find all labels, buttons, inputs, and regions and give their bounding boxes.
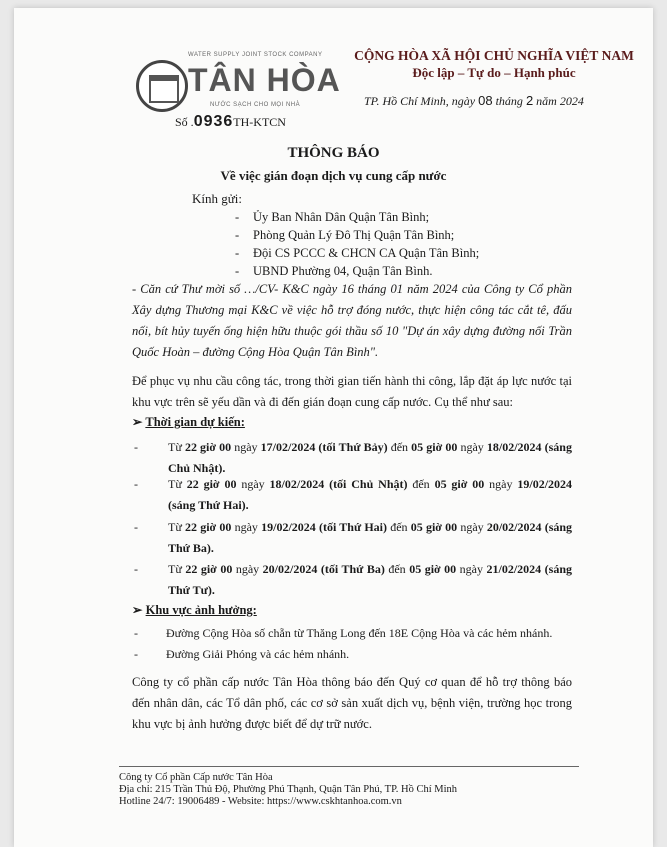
- logo-tagline-bottom: NƯỚC SẠCH CHO MỌI NHÀ: [210, 102, 301, 108]
- section-area-label: Khu vực ảnh hưởng:: [145, 603, 257, 617]
- footer-hotline: Hotline 24/7: 19006489 - Website: https://www.cskhtanhoa.com.vn: [119, 796, 402, 807]
- place-date: [364, 93, 614, 109]
- schedule-item: - Từ 22 giờ 00 ngày 17/02/2024 (tối Thứ Bảy) đến 05 giờ 00 ngày 18/02/2024 (sáng Chủ Nhật).: [134, 440, 572, 475]
- recipient-item: - UBND Phường 04, Quận Tân Bình.: [235, 262, 479, 280]
- logo-brand: TÂN HÒA: [188, 62, 341, 98]
- recipient-list: [235, 208, 479, 280]
- schedule-item: - Từ 22 giờ 00 ngày 20/02/2024 (tối Thứ Ba) đến 05 giờ 00 ngày 21/02/2024 (sáng Thứ Tư).: [134, 562, 573, 597]
- recipient-item: - Ủy Ban Nhân Dân Quận Tân Bình;: [235, 208, 479, 226]
- reference-number: [175, 113, 286, 131]
- section-area-heading: ➢ Khu vực ảnh hưởng:: [132, 603, 257, 617]
- document-page: [14, 8, 653, 847]
- section-schedule-heading: ➢ Thời gian dự kiến:: [132, 415, 245, 429]
- schedule-item: - Từ 22 giờ 00 ngày 18/02/2024 (tối Chủ Nhật) đến 05 giờ 00 ngày 19/02/2024 (sáng Thứ Hai).: [134, 477, 573, 512]
- schedule-item: - Từ 22 giờ 00 ngày 19/02/2024 (tối Thứ Hai) đến 05 giờ 00 ngày 20/02/2024 (sáng Thứ Ba).: [134, 520, 573, 555]
- date-month: 2: [525, 93, 534, 108]
- ref-prefix: Số .: [175, 115, 194, 129]
- kinh-gui-label: Kính gửi:: [192, 191, 243, 206]
- company-logo: [126, 48, 346, 118]
- place-prefix: TP. Hồ Chí Minh, ngày: [364, 94, 476, 108]
- month-label: tháng: [495, 94, 523, 108]
- nation-line2: Độc lập – Tự do – Hạnh phúc: [412, 65, 576, 80]
- logo-seal-icon: [136, 60, 188, 112]
- paragraph-basis: - Căn cứ Thư mời số …/CV- K&C ngày 16 tháng 01 năm 2024 của Công ty Cổ phần Xây dựng Thương mại K&C về việc hỗ trợ đóng nước, thực hiện công tác cắt tê, đấu nối, bít hủy tuyến ống hiện hữu thuộc gói thầu số 10 "Dự án xây dựng đường nối Trần Quốc Hoàn – đường Cộng Hòa Quận Tân Bình".: [132, 282, 572, 359]
- footer-address: Địa chỉ: 215 Trần Thủ Độ, Phường Phú Thạnh, Quận Tân Phú, TP. Hồ Chí Minh: [119, 784, 458, 795]
- logo-tagline-top: WATER SUPPLY JOINT STOCK COMPANY: [188, 52, 323, 58]
- area-item: - Đường Cộng Hòa số chẵn từ Thăng Long đến 18E Cộng Hòa và các hẻm nhánh.: [134, 626, 553, 640]
- document-subtitle: Về việc gián đoạn dịch vụ cung cấp nước: [220, 168, 447, 183]
- recipient-item: - Phòng Quản Lý Đô Thị Quận Tân Bình;: [235, 226, 479, 244]
- document-title: THÔNG BÁO: [287, 145, 380, 161]
- national-header: [349, 48, 639, 81]
- nation-line1: CỘNG HÒA XÃ HỘI CHỦ NGHĨA VIỆT NAM: [354, 48, 634, 63]
- date-day: 08: [478, 93, 493, 108]
- ref-suffix: TH-KTCN: [233, 115, 286, 129]
- paragraph-intro: Để phục vụ nhu cầu công tác, trong thời gian tiến hành thi công, lắp đặt áp lực nước tại khu vực trên sẽ yếu dần và đi đến gián đoạn cung cấp nước. Cụ thể như sau:: [132, 374, 572, 409]
- section-schedule-label: Thời gian dự kiến:: [145, 415, 245, 429]
- footer: [119, 766, 579, 808]
- ref-number: 0936: [193, 113, 234, 130]
- paragraph-closing: Công ty cổ phần cấp nước Tân Hòa thông báo đến Quý cơ quan để hỗ trợ thông báo đến nhân dân, các Tổ dân phố, các cơ sở sản xuất dịch vụ, bệnh viện, trường học trong khu vực bị ảnh hưởng được biết để dự trữ nước.: [132, 675, 572, 731]
- area-item: - Đường Giải Phóng và các hẻm nhánh.: [134, 647, 350, 661]
- website-link[interactable]: https://www.cskhtanhoa.com.vn: [267, 796, 402, 807]
- recipient-item: - Đội CS PCCC & CHCN CA Quận Tân Bình;: [235, 244, 479, 262]
- footer-company: Công ty Cổ phần Cấp nước Tân Hòa: [119, 772, 273, 783]
- date-year: năm 2024: [536, 94, 584, 108]
